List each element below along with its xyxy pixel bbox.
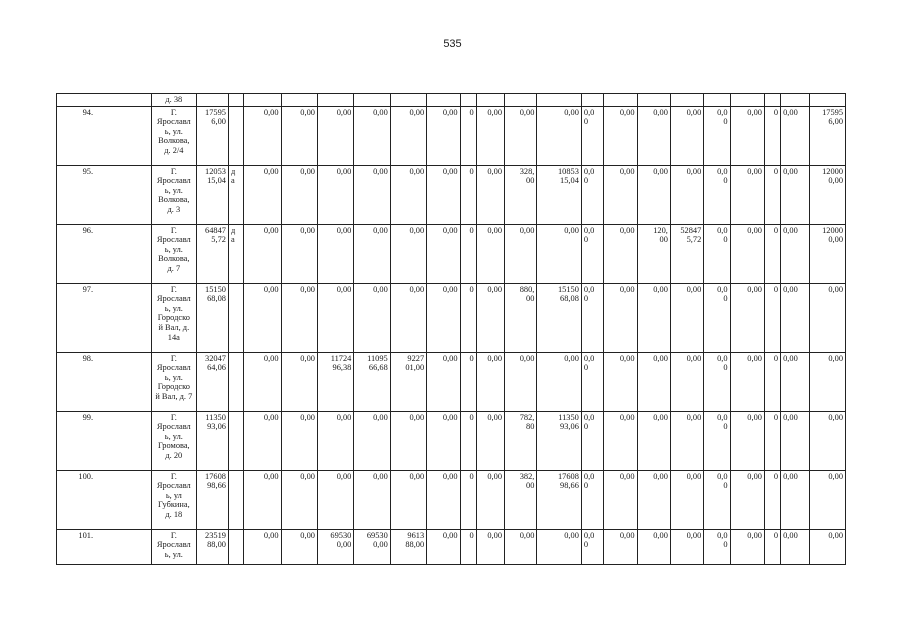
value-cell: 0: [460, 283, 476, 352]
value-cell: 23519 88,00: [196, 529, 228, 564]
table-row: [57, 165, 846, 224]
value-cell: 0,00: [637, 352, 670, 411]
address-cell: Г. Ярославл ь, ул. Громова, д. 20: [152, 411, 197, 470]
value-cell: 0,00: [637, 283, 670, 352]
value-cell: 0,00: [781, 283, 810, 352]
value-cell: 0,00: [244, 224, 281, 283]
value-cell: 17595 6,00: [196, 106, 228, 165]
value-cell: 0,00: [476, 165, 504, 224]
value-cell: 0,00: [505, 352, 537, 411]
value-cell: 0,00: [281, 411, 317, 470]
value-cell: 0,0 0: [704, 283, 730, 352]
value-cell: 0,00: [427, 165, 460, 224]
value-cell: 0,00: [281, 165, 317, 224]
value-cell: 0,00: [670, 352, 703, 411]
value-cell: 0,00: [317, 106, 353, 165]
value-cell: 0: [764, 529, 780, 564]
value-cell: 0,0 0: [581, 283, 603, 352]
value-cell: 0,00: [637, 106, 670, 165]
address-cell: Г. Ярославл ь, ул.: [152, 529, 197, 564]
value-cell: 0,00: [354, 283, 390, 352]
value-cell: 0: [764, 106, 780, 165]
table-row: [57, 283, 846, 352]
table-row: [57, 411, 846, 470]
value-cell: 0,00: [637, 529, 670, 564]
value-cell: 0,00: [781, 224, 810, 283]
value-cell: [228, 470, 243, 529]
value-cell: 0,00: [317, 470, 353, 529]
value-cell: 0,00: [427, 470, 460, 529]
value-cell: 382, 00: [505, 470, 537, 529]
row-number-cell: 94.: [57, 106, 152, 165]
value-cell: 0,00: [476, 470, 504, 529]
value-cell: 782, 80: [505, 411, 537, 470]
address-cell: Г. Ярославл ь, ул. Волкова, д. 2/4: [152, 106, 197, 165]
value-cell: 0: [460, 411, 476, 470]
value-cell: 0,00: [810, 283, 846, 352]
value-cell: 0,00: [781, 352, 810, 411]
value-cell: 0,00: [354, 470, 390, 529]
value-cell: 0,00: [637, 470, 670, 529]
value-cell: 17608 98,66: [537, 470, 582, 529]
value-cell: 0,00: [810, 352, 846, 411]
value-cell: 880, 00: [505, 283, 537, 352]
value-cell: 0: [460, 224, 476, 283]
value-cell: 0,00: [317, 283, 353, 352]
value-cell: 32047 64,06: [196, 352, 228, 411]
table-row: [57, 224, 846, 283]
value-cell: 10853 15,04: [537, 165, 582, 224]
value-cell: 0,0 0: [704, 529, 730, 564]
value-cell: 0,00: [390, 470, 426, 529]
value-cell: 0,00: [604, 283, 637, 352]
value-cell: 0,00: [244, 352, 281, 411]
value-cell: 0,0 0: [704, 165, 730, 224]
value-cell: 0,00: [476, 352, 504, 411]
value-cell: 0: [460, 529, 476, 564]
value-cell: 9613 88,00: [390, 529, 426, 564]
value-cell: 0,00: [317, 224, 353, 283]
value-cell: д а: [228, 224, 243, 283]
value-cell: 0,00: [476, 283, 504, 352]
value-cell: 0,0 0: [704, 470, 730, 529]
value-cell: 0: [764, 411, 780, 470]
value-cell: 0: [764, 283, 780, 352]
value-cell: 11724 96,38: [317, 352, 353, 411]
value-cell: 0,00: [537, 529, 582, 564]
value-cell: 0,00: [281, 529, 317, 564]
value-cell: 0,0 0: [581, 470, 603, 529]
value-cell: 0,00: [281, 470, 317, 529]
value-cell: 0,00: [637, 411, 670, 470]
value-cell: 0,00: [505, 106, 537, 165]
value-cell: 9227 01,00: [390, 352, 426, 411]
value-cell: 0,00: [537, 106, 582, 165]
row-number-cell: 101.: [57, 529, 152, 564]
address-cell: Г. Ярославл ь, ул. Волкова, д. 7: [152, 224, 197, 283]
value-cell: 0,00: [730, 529, 764, 564]
value-cell: 0: [460, 165, 476, 224]
value-cell: 0,00: [427, 224, 460, 283]
value-cell: 69530 0,00: [354, 529, 390, 564]
value-cell: 0,00: [244, 411, 281, 470]
value-cell: 0,00: [810, 529, 846, 564]
value-cell: 17608 98,66: [196, 470, 228, 529]
value-cell: 0,0 0: [581, 352, 603, 411]
value-cell: 0,00: [244, 106, 281, 165]
value-cell: 0,00: [476, 224, 504, 283]
value-cell: 52847 5,72: [670, 224, 703, 283]
row-number-cell: 95.: [57, 165, 152, 224]
value-cell: 0,00: [427, 411, 460, 470]
value-cell: 0,00: [354, 411, 390, 470]
table-row: [57, 106, 846, 165]
value-cell: 0,00: [390, 165, 426, 224]
value-cell: 11350 93,06: [537, 411, 582, 470]
value-cell: 0,0 0: [704, 352, 730, 411]
value-cell: 0,00: [281, 352, 317, 411]
value-cell: 0,00: [604, 529, 637, 564]
value-cell: 0,0 0: [704, 106, 730, 165]
value-cell: 0,00: [476, 106, 504, 165]
value-cell: 11350 93,06: [196, 411, 228, 470]
value-cell: 0,0 0: [704, 411, 730, 470]
value-cell: 12053 15,04: [196, 165, 228, 224]
value-cell: 0,00: [604, 352, 637, 411]
address-cell: Г. Ярославл ь, ул Губкина, д. 18: [152, 470, 197, 529]
value-cell: [228, 411, 243, 470]
value-cell: 0,00: [505, 224, 537, 283]
value-cell: 0,00: [317, 411, 353, 470]
page-number: 535: [443, 38, 462, 50]
value-cell: 0,0 0: [581, 529, 603, 564]
value-cell: 0: [764, 352, 780, 411]
value-cell: 0,0 0: [581, 411, 603, 470]
address-cell: д. 38: [152, 94, 197, 107]
value-cell: 0,00: [244, 470, 281, 529]
value-cell: д а: [228, 165, 243, 224]
table-row: [57, 470, 846, 529]
value-cell: 0,00: [476, 411, 504, 470]
value-cell: 0,00: [810, 470, 846, 529]
value-cell: [228, 529, 243, 564]
address-cell: Г. Ярославл ь, ул. Городско й Вал, д. 14а: [152, 283, 197, 352]
value-cell: 0,00: [670, 106, 703, 165]
value-cell: 0: [460, 106, 476, 165]
value-cell: 0,00: [281, 106, 317, 165]
value-cell: [228, 283, 243, 352]
value-cell: 0,00: [730, 224, 764, 283]
value-cell: 0,00: [781, 165, 810, 224]
value-cell: 0,00: [730, 165, 764, 224]
value-cell: 0: [764, 470, 780, 529]
value-cell: [228, 106, 243, 165]
value-cell: 0,00: [390, 224, 426, 283]
value-cell: 0,00: [604, 470, 637, 529]
value-cell: 0,00: [244, 529, 281, 564]
data-table: [56, 93, 846, 565]
value-cell: 0,00: [354, 165, 390, 224]
value-cell: 69530 0,00: [317, 529, 353, 564]
value-cell: 0,00: [537, 224, 582, 283]
value-cell: 0,00: [781, 411, 810, 470]
row-number-cell: 98.: [57, 352, 152, 411]
value-cell: 0,00: [670, 283, 703, 352]
address-cell: Г. Ярославл ь, ул. Волкова, д. 3: [152, 165, 197, 224]
value-cell: 0,00: [604, 224, 637, 283]
value-cell: 12000 0,00: [810, 224, 846, 283]
value-cell: 0,00: [604, 411, 637, 470]
value-cell: 0,00: [390, 411, 426, 470]
value-cell: 0,00: [670, 529, 703, 564]
value-cell: 0,00: [354, 106, 390, 165]
table-row: [57, 529, 846, 564]
value-cell: 0,00: [604, 106, 637, 165]
row-number-cell: 97.: [57, 283, 152, 352]
value-cell: 0,00: [670, 411, 703, 470]
value-cell: 0,0 0: [704, 224, 730, 283]
value-cell: 0,00: [730, 470, 764, 529]
value-cell: 0,00: [730, 106, 764, 165]
row-number-cell: 100.: [57, 470, 152, 529]
value-cell: 0: [460, 470, 476, 529]
value-cell: 15150 68,08: [196, 283, 228, 352]
value-cell: 0,00: [537, 352, 582, 411]
row-number-cell: 99.: [57, 411, 152, 470]
value-cell: 0,00: [427, 283, 460, 352]
value-cell: 0,00: [354, 224, 390, 283]
value-cell: 17595 6,00: [810, 106, 846, 165]
value-cell: 0,00: [637, 165, 670, 224]
value-cell: 0: [460, 352, 476, 411]
value-cell: 0,00: [476, 529, 504, 564]
value-cell: 0,0 0: [581, 165, 603, 224]
value-cell: 0,00: [427, 529, 460, 564]
value-cell: 0,00: [670, 165, 703, 224]
value-cell: 11095 66,68: [354, 352, 390, 411]
value-cell: 0,00: [781, 106, 810, 165]
value-cell: 0,00: [781, 470, 810, 529]
value-cell: 0,00: [390, 283, 426, 352]
value-cell: 0,00: [427, 352, 460, 411]
value-cell: 12000 0,00: [810, 165, 846, 224]
value-cell: 0,00: [281, 224, 317, 283]
value-cell: 0,00: [244, 165, 281, 224]
value-cell: 328, 00: [505, 165, 537, 224]
value-cell: 0,00: [505, 529, 537, 564]
value-cell: 0,00: [810, 411, 846, 470]
value-cell: 0,00: [730, 352, 764, 411]
value-cell: [228, 352, 243, 411]
value-cell: 0,00: [317, 165, 353, 224]
row-number-cell: 96.: [57, 224, 152, 283]
value-cell: 0,00: [390, 106, 426, 165]
value-cell: 0,00: [730, 283, 764, 352]
address-cell: Г. Ярославл ь, ул. Городско й Вал, д. 7: [152, 352, 197, 411]
table-row-continuation: [57, 94, 846, 107]
value-cell: 0,00: [730, 411, 764, 470]
value-cell: 0,00: [604, 165, 637, 224]
value-cell: 120, 00: [637, 224, 670, 283]
value-cell: 0: [764, 165, 780, 224]
value-cell: 0,00: [781, 529, 810, 564]
table-row: [57, 352, 846, 411]
value-cell: 15150 68,08: [537, 283, 582, 352]
value-cell: 0,00: [670, 470, 703, 529]
value-cell: 0,0 0: [581, 224, 603, 283]
value-cell: 0,00: [281, 283, 317, 352]
value-cell: 0,0 0: [581, 106, 603, 165]
value-cell: 0,00: [427, 106, 460, 165]
value-cell: 0: [764, 224, 780, 283]
value-cell: 0,00: [244, 283, 281, 352]
value-cell: 64847 5,72: [196, 224, 228, 283]
